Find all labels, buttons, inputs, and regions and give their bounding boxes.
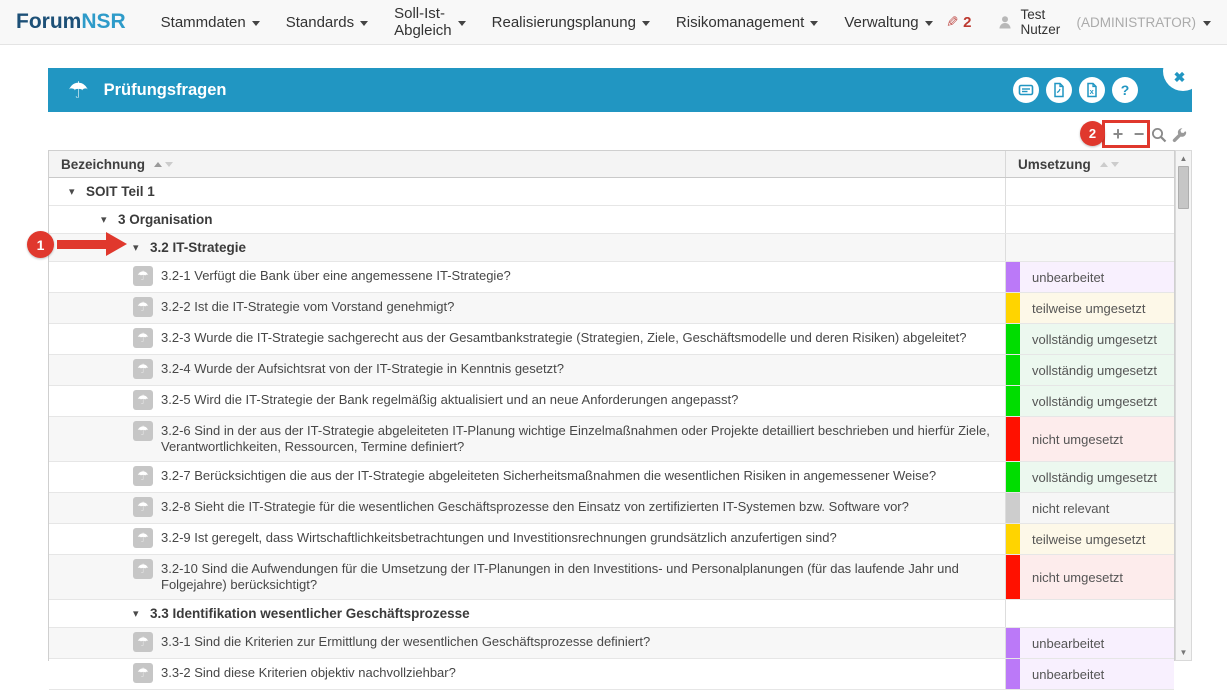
- question-label: 3.2-1 Verfügt die Bank über eine angemessene IT-Strategie?: [161, 268, 511, 283]
- pdf-export-icon[interactable]: [1046, 77, 1072, 103]
- bezeichnung-cell: [49, 628, 1005, 658]
- umsetzung-cell: [1005, 262, 1174, 292]
- column-label: Umsetzung: [1018, 156, 1091, 172]
- panel-header-icons: [1013, 77, 1138, 103]
- questions-table: [48, 150, 1175, 682]
- umbrella-icon: ☂: [133, 297, 153, 317]
- status-color-bar: [1006, 493, 1020, 523]
- user-name: Test Nutzer: [1020, 7, 1061, 37]
- status-color-bar: [1006, 555, 1020, 599]
- bezeichnung-cell: [49, 178, 1005, 205]
- question-row[interactable]: [49, 659, 1174, 690]
- nav-item-label: Soll-Ist-Abgleich: [394, 5, 452, 39]
- top-navbar: [0, 0, 1227, 45]
- pencil-icon: ✎: [945, 14, 959, 31]
- tree-group-row[interactable]: [49, 206, 1174, 234]
- bezeichnung-cell: [49, 493, 1005, 523]
- question-label: 3.2-9 Ist geregelt, dass Wirtschaftlichkeitsbetrachtungen und Investitionsrechnungen grundsätzlich anzufertigen sind?: [161, 530, 837, 545]
- umsetzung-cell: [1005, 659, 1174, 689]
- vertical-scrollbar[interactable]: [1175, 150, 1192, 661]
- status-label: teilweise umgesetzt: [1032, 531, 1146, 547]
- navbar-right-group: [946, 7, 1211, 37]
- list-icon-glyph: [1016, 80, 1036, 100]
- sort-icons: [1100, 162, 1119, 167]
- umsetzung-cell: [1005, 206, 1174, 233]
- group-label: 3.3 Identifikation wesentlicher Geschäftsprozesse: [150, 605, 470, 621]
- status-label: nicht relevant: [1032, 500, 1110, 516]
- nav-item-verwaltung[interactable]: [844, 5, 932, 39]
- nav-item-label: Risikomanagement: [675, 13, 805, 31]
- umbrella-icon: ☂: [133, 266, 153, 286]
- scrollbar-thumb[interactable]: [1178, 166, 1189, 209]
- chevron-down-icon: [252, 21, 260, 26]
- question-row[interactable]: [49, 555, 1174, 600]
- scroll-up-arrow-icon[interactable]: ▲: [1179, 154, 1188, 163]
- sort-desc-icon[interactable]: [165, 162, 173, 167]
- status-color-bar: [1006, 417, 1020, 461]
- question-row[interactable]: [49, 324, 1174, 355]
- umsetzung-cell: [1005, 178, 1174, 205]
- bezeichnung-cell: [49, 324, 1005, 354]
- umsetzung-cell: [1005, 234, 1174, 261]
- status-color-bar: [1006, 628, 1020, 658]
- help-icon[interactable]: [1112, 77, 1138, 103]
- status-label: unbearbeitet: [1032, 269, 1105, 285]
- scroll-down-arrow-icon[interactable]: ▼: [1179, 648, 1188, 657]
- status-color-bar: [1006, 355, 1020, 385]
- status-color-bar: [1006, 293, 1020, 323]
- umbrella-icon: ☂: [133, 632, 153, 652]
- question-row[interactable]: [49, 417, 1174, 462]
- collapse-all-button[interactable]: −: [1133, 123, 1145, 144]
- bezeichnung-cell: [49, 555, 1005, 599]
- status-color-bar: [1006, 659, 1020, 689]
- expand-all-button[interactable]: +: [1112, 123, 1124, 144]
- user-role: (ADMINISTRATOR): [1076, 14, 1196, 30]
- question-row[interactable]: [49, 524, 1174, 555]
- bezeichnung-cell: [49, 417, 1005, 461]
- question-label: 3.3-2 Sind diese Kriterien objektiv nachvollziehbar?: [161, 665, 456, 680]
- nav-item-label: Standards: [285, 13, 355, 31]
- umsetzung-cell: [1005, 324, 1174, 354]
- column-header-umsetzung[interactable]: [1005, 151, 1174, 177]
- question-label: 3.2-10 Sind die Aufwendungen für die Umsetzung der IT-Planungen in den Investitions- und Personalplanungen (für das laufende Jahr und Folgejahre) berücksichtigt?: [161, 561, 959, 592]
- nav-item-label: Stammdaten: [160, 13, 246, 31]
- status-color-bar: [1006, 524, 1020, 554]
- status-color-bar: [1006, 386, 1020, 416]
- question-row[interactable]: [49, 462, 1174, 493]
- excel-icon-glyph: [1082, 80, 1102, 100]
- status-color-bar: [1006, 262, 1020, 292]
- chevron-down-icon: [810, 21, 818, 26]
- umsetzung-cell: [1005, 493, 1174, 523]
- annotation-marker-2: 2: [1080, 121, 1105, 146]
- chevron-down-icon: [1203, 21, 1211, 26]
- nav-item-label: Verwaltung: [844, 13, 919, 31]
- question-label: 3.3-1 Sind die Kriterien zur Ermittlung der wesentlichen Geschäftsprozesse definiert?: [161, 634, 651, 649]
- annotation-marker-1: 1: [27, 231, 54, 258]
- bezeichnung-cell: [49, 462, 1005, 492]
- status-label: vollständig umgesetzt: [1032, 331, 1158, 347]
- nav-item-realisierungsplanung[interactable]: [492, 5, 650, 39]
- umbrella-icon: ☂: [133, 559, 153, 579]
- status-label: unbearbeitet: [1032, 635, 1105, 651]
- search-icon[interactable]: [1150, 126, 1168, 149]
- umbrella-icon: ☂: [133, 497, 153, 517]
- pdf-icon-glyph: [1049, 80, 1069, 100]
- pending-changes-indicator[interactable]: [946, 13, 972, 31]
- tree-collapse-icon[interactable]: ▾: [133, 241, 139, 254]
- question-label: 3.2-8 Sieht die IT-Strategie für die wesentlichen Geschäftsprozesse den Einsatz von zertifizierten IT-Systemen bzw. Software vor?: [161, 499, 909, 514]
- question-mark-glyph: ?: [1120, 82, 1130, 98]
- bezeichnung-cell: [49, 234, 1005, 261]
- nav-item-risikomanagement[interactable]: [676, 5, 818, 39]
- status-label: vollständig umgesetzt: [1032, 469, 1158, 485]
- question-label: 3.2-2 Ist die IT-Strategie vom Vorstand genehmigt?: [161, 299, 455, 314]
- tree-group-row[interactable]: [49, 600, 1174, 628]
- tree-collapse-icon[interactable]: ▾: [69, 185, 75, 198]
- umsetzung-cell: [1005, 462, 1174, 492]
- umbrella-icon: ☂: [68, 76, 89, 103]
- umbrella-icon: ☂: [133, 328, 153, 348]
- sort-desc-icon[interactable]: [1111, 162, 1119, 167]
- group-label: 3.2 IT-Strategie: [150, 239, 247, 255]
- chevron-down-icon: [360, 21, 368, 26]
- status-label: vollständig umgesetzt: [1032, 362, 1158, 378]
- status-label: unbearbeitet: [1032, 666, 1105, 682]
- umsetzung-cell: [1005, 293, 1174, 323]
- tree-collapse-icon[interactable]: ▾: [101, 213, 107, 226]
- table-body: [49, 178, 1174, 690]
- list-icon[interactable]: [1013, 77, 1039, 103]
- umsetzung-cell: [1005, 417, 1174, 461]
- umbrella-icon: ☂: [133, 359, 153, 379]
- question-label: 3.2-7 Berücksichtigen die aus der IT-Strategie abgeleiteten Sicherheitsmaßnahmen die wesentlichen Risiken in angemessener Weise?: [161, 468, 937, 483]
- umsetzung-cell: [1005, 355, 1174, 385]
- sort-asc-icon[interactable]: [154, 162, 162, 167]
- umbrella-icon: ☂: [133, 663, 153, 683]
- annotation-highlight-rect: [1102, 120, 1150, 148]
- bezeichnung-cell: [49, 206, 1005, 233]
- group-label: 3 Organisation: [118, 211, 213, 227]
- bezeichnung-cell: [49, 524, 1005, 554]
- excel-export-icon[interactable]: [1079, 77, 1105, 103]
- close-icon: ✖: [1173, 68, 1186, 85]
- annotation-arrow: [57, 240, 106, 249]
- chevron-down-icon: [642, 21, 650, 26]
- tree-group-row[interactable]: [49, 178, 1174, 206]
- question-label: 3.2-5 Wird die IT-Strategie der Bank regelmäßig aktualisiert und an neue Anforderungen angepasst?: [161, 392, 739, 407]
- question-label: 3.2-4 Wurde der Aufsichtsrat von der IT-Strategie in Kenntnis gesetzt?: [161, 361, 564, 376]
- logo-text-forum: Forum: [16, 10, 82, 33]
- question-row[interactable]: [49, 355, 1174, 386]
- question-row[interactable]: [49, 493, 1174, 524]
- bezeichnung-cell: [49, 659, 1005, 689]
- status-label: vollständig umgesetzt: [1032, 393, 1158, 409]
- question-row[interactable]: [49, 386, 1174, 417]
- umsetzung-cell: [1005, 600, 1174, 627]
- panel-title: Prüfungsfragen: [103, 80, 227, 99]
- status-label: nicht umgesetzt: [1032, 569, 1124, 585]
- logo-text-nsr: NSR: [81, 10, 126, 33]
- panel-header: [48, 68, 1192, 112]
- nav-item-stammdaten[interactable]: [161, 5, 260, 39]
- status-label: teilweise umgesetzt: [1032, 300, 1146, 316]
- wrench-icon[interactable]: [1170, 126, 1188, 149]
- question-row[interactable]: [49, 293, 1174, 324]
- umsetzung-cell: [1005, 628, 1174, 658]
- column-header-bezeichnung[interactable]: [49, 151, 1005, 177]
- nav-item-label: Realisierungsplanung: [491, 13, 636, 31]
- umsetzung-cell: [1005, 555, 1174, 599]
- column-label: Bezeichnung: [61, 156, 146, 172]
- bezeichnung-cell: [49, 355, 1005, 385]
- status-color-bar: [1006, 324, 1020, 354]
- umsetzung-cell: [1005, 386, 1174, 416]
- chevron-down-icon: [458, 21, 466, 26]
- question-row[interactable]: [49, 628, 1174, 659]
- question-row[interactable]: [49, 262, 1174, 293]
- nav-menu: [148, 5, 946, 39]
- umbrella-icon: ☂: [133, 528, 153, 548]
- umsetzung-cell: [1005, 524, 1174, 554]
- pending-changes-count: 2: [963, 13, 972, 31]
- app-logo[interactable]: [16, 10, 126, 34]
- tree-collapse-icon[interactable]: ▾: [133, 607, 139, 620]
- tree-group-row[interactable]: [49, 234, 1174, 262]
- group-label: SOIT Teil 1: [86, 183, 155, 199]
- bezeichnung-cell: [49, 386, 1005, 416]
- question-label: 3.2-6 Sind in der aus der IT-Strategie abgeleiteten IT-Planung wichtige Einzelmaßnahmen oder Projekte detailliert beschrieben und hierfür Ziele, Verantwortlichkeiten, Ressourcen, Termine definiert?: [161, 423, 990, 454]
- status-color-bar: [1006, 462, 1020, 492]
- status-label: nicht umgesetzt: [1032, 431, 1124, 447]
- table-header-row: [49, 151, 1174, 178]
- umbrella-icon: ☂: [133, 390, 153, 410]
- bezeichnung-cell: [49, 293, 1005, 323]
- nav-item-soll-ist-abgleich[interactable]: [394, 5, 466, 39]
- user-menu[interactable]: [997, 7, 1211, 37]
- annotation-arrow-head: [106, 232, 127, 256]
- svg-text:x: x: [1089, 87, 1094, 96]
- umbrella-icon: ☂: [133, 466, 153, 486]
- nav-item-standards[interactable]: [286, 5, 368, 39]
- sort-asc-icon[interactable]: [1100, 162, 1108, 167]
- bezeichnung-cell: [49, 600, 1005, 627]
- question-label: 3.2-3 Wurde die IT-Strategie sachgerecht aus der Gesamtbankstrategie (Strategien, Ziele, Geschäftsmodelle und deren Risiken) abgeleitet?: [161, 330, 967, 345]
- bezeichnung-cell: [49, 262, 1005, 292]
- umbrella-icon: ☂: [133, 421, 153, 441]
- close-panel-button[interactable]: [1163, 51, 1203, 91]
- sort-icons: [154, 162, 173, 167]
- chevron-down-icon: [925, 21, 933, 26]
- user-icon: [997, 14, 1013, 30]
